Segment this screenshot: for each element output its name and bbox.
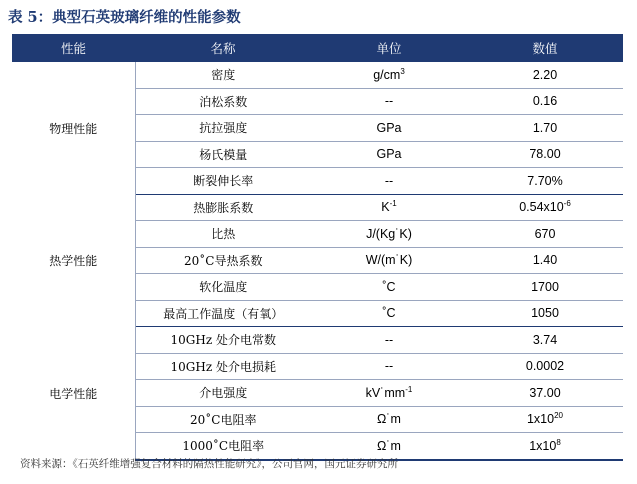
header-value: 数值 xyxy=(467,34,623,62)
unit-text: GPa xyxy=(376,147,402,162)
value-text: 37.00 xyxy=(529,385,561,400)
unit-cell xyxy=(311,115,467,142)
value-cell xyxy=(467,168,623,195)
unit-cell xyxy=(311,300,467,327)
value-cell xyxy=(467,353,623,380)
value-cell xyxy=(467,141,623,168)
unit-text: ˚C xyxy=(382,306,396,321)
value-text: 0.0002 xyxy=(525,359,565,374)
unit-cell xyxy=(311,141,467,168)
unit-cell xyxy=(311,406,467,433)
property-name-cell: 热膨胀系数 xyxy=(135,194,311,221)
category-cell: 热学性能 xyxy=(12,194,135,327)
property-name-cell: 最高工作温度（有氧） xyxy=(135,300,311,327)
value-text: 0.54x10 xyxy=(519,200,564,215)
unit-text: K xyxy=(381,200,390,215)
unit-text: ˚C xyxy=(382,279,396,294)
unit-text: kV˙mm xyxy=(365,385,406,400)
source-note: 资料来源：《石英纤维增强复合材料的隔热性能研究》，公司官网，国元证券研究所 xyxy=(20,458,398,470)
property-name-cell: 软化温度 xyxy=(135,274,311,301)
value-text: 2.20 xyxy=(532,67,558,82)
value-cell xyxy=(467,380,623,407)
unit-text: Ω˙m xyxy=(377,412,401,427)
value-text: 7.70% xyxy=(527,173,563,188)
property-name-cell: 杨氏模量 xyxy=(135,141,311,168)
table-row xyxy=(12,327,623,354)
unit-text: g/cm xyxy=(373,67,401,82)
table-header-row xyxy=(12,34,623,62)
property-name-cell: 介电强度 xyxy=(135,380,311,407)
unit-exponent: -1 xyxy=(405,384,413,394)
property-name-cell: 比热 xyxy=(135,221,311,248)
value-cell xyxy=(467,300,623,327)
value-text: 1x10 xyxy=(529,438,557,453)
unit-cell xyxy=(311,353,467,380)
unit-exponent: 3 xyxy=(400,66,405,76)
value-text: 670 xyxy=(534,226,556,241)
unit-text: J/(Kg˙K) xyxy=(366,226,412,241)
unit-cell xyxy=(311,380,467,407)
unit-text: -- xyxy=(384,94,394,109)
unit-cell xyxy=(311,327,467,354)
value-text: 1x10 xyxy=(526,412,555,427)
unit-cell xyxy=(311,274,467,301)
value-exponent: 8 xyxy=(556,437,561,447)
value-text: 1.40 xyxy=(532,253,558,268)
property-table-container xyxy=(12,34,623,461)
value-text: 3.74 xyxy=(532,332,558,347)
value-text: 78.00 xyxy=(529,147,561,162)
unit-cell xyxy=(311,62,467,88)
value-cell xyxy=(467,88,623,115)
value-cell xyxy=(467,406,623,433)
property-name-cell: 泊松系数 xyxy=(135,88,311,115)
category-cell: 电学性能 xyxy=(12,327,135,460)
category-cell: 物理性能 xyxy=(12,62,135,194)
unit-exponent: -1 xyxy=(389,199,397,209)
header-unit: 单位 xyxy=(311,34,467,62)
unit-cell xyxy=(311,194,467,221)
unit-cell xyxy=(311,88,467,115)
table-row xyxy=(12,62,623,88)
value-cell xyxy=(467,115,623,142)
value-text: 1700 xyxy=(531,279,559,294)
unit-cell xyxy=(311,221,467,248)
unit-cell xyxy=(311,168,467,195)
header-name: 名称 xyxy=(135,34,311,62)
table-body xyxy=(12,62,623,460)
property-name-cell: 10GHz 处介电常数 xyxy=(135,327,311,354)
property-name-cell: 20˚C电阻率 xyxy=(135,406,311,433)
unit-text: -- xyxy=(384,332,394,347)
header-category: 性能 xyxy=(12,34,135,62)
table-title: 表 5：典型石英玻璃纤维的性能参数 xyxy=(8,9,241,26)
unit-text: -- xyxy=(384,359,394,374)
value-cell xyxy=(467,327,623,354)
property-table xyxy=(12,34,623,461)
unit-text: W/(m˙K) xyxy=(365,253,413,268)
property-name-cell: 抗拉强度 xyxy=(135,115,311,142)
value-exponent: -6 xyxy=(563,199,571,209)
value-cell xyxy=(467,62,623,88)
unit-text: -- xyxy=(384,173,394,188)
property-name-cell: 20˚C导热系数 xyxy=(135,247,311,274)
value-cell xyxy=(467,433,623,460)
table-row xyxy=(12,194,623,221)
property-name-cell: 1000˚C电阻率 xyxy=(135,433,311,460)
property-name-cell: 10GHz 处介电损耗 xyxy=(135,353,311,380)
unit-text: GPa xyxy=(376,120,402,135)
value-text: 1050 xyxy=(531,306,559,321)
unit-text: Ω˙m xyxy=(377,438,401,453)
value-cell xyxy=(467,247,623,274)
value-cell xyxy=(467,274,623,301)
property-name-cell: 密度 xyxy=(135,62,311,88)
value-exponent: 20 xyxy=(554,411,563,421)
value-cell xyxy=(467,221,623,248)
value-cell xyxy=(467,194,623,221)
property-name-cell: 断裂伸长率 xyxy=(135,168,311,195)
value-text: 1.70 xyxy=(532,120,558,135)
unit-cell xyxy=(311,247,467,274)
value-text: 0.16 xyxy=(532,94,558,109)
